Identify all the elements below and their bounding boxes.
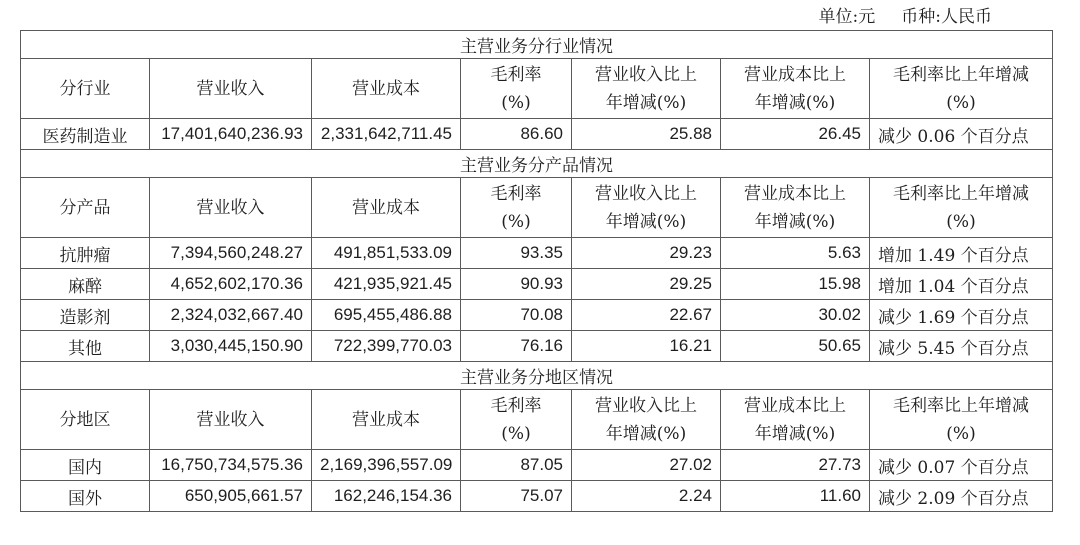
margin-cell: 87.05 [461,450,572,481]
header-category: 分行业 [21,59,150,119]
header-revenue-change: 营业收入比上 年增减(%) [572,178,721,238]
main-business-table [20,30,1053,512]
header-row-region [21,390,1053,450]
revenue-cell: 16,750,734,575.36 [150,450,312,481]
header-cost: 营业成本 [312,178,461,238]
margin-change-cell: 减少 0.06 个百分点 [870,119,1053,150]
table-row [21,450,1053,481]
header-cost: 营业成本 [312,390,461,450]
section-title-industry: 主营业务分行业情况 [21,31,1053,59]
cost-change-cell: 30.02 [721,300,870,331]
revenue-cell: 650,905,661.57 [150,481,312,512]
row-label: 医药制造业 [21,119,150,150]
row-label: 国内 [21,450,150,481]
row-label: 国外 [21,481,150,512]
cost-change-cell: 11.60 [721,481,870,512]
unit-line [815,2,992,27]
revenue-change-cell: 27.02 [572,450,721,481]
currency-label: 币种:人民币 [901,7,992,27]
header-cost-change: 营业成本比上 年增减(%) [721,390,870,450]
row-label: 麻醉 [21,269,150,300]
margin-change-cell: 减少 2.09 个百分点 [870,481,1053,512]
cost-cell: 162,246,154.36 [312,481,461,512]
margin-change-cell: 增加 1.49 个百分点 [870,238,1053,269]
revenue-cell: 2,324,032,667.40 [150,300,312,331]
margin-cell: 90.93 [461,269,572,300]
header-margin-change: 毛利率比上年增减 (%) [870,390,1053,450]
section-title-region: 主营业务分地区情况 [21,362,1053,390]
header-row-product [21,178,1053,238]
unit-label: 单位:元 [818,7,876,27]
margin-cell: 70.08 [461,300,572,331]
margin-change-cell: 减少 5.45 个百分点 [870,331,1053,362]
table-row [21,331,1053,362]
revenue-change-cell: 25.88 [572,119,721,150]
row-label: 其他 [21,331,150,362]
row-label: 造影剂 [21,300,150,331]
revenue-change-cell: 2.24 [572,481,721,512]
margin-cell: 93.35 [461,238,572,269]
margin-change-cell: 减少 0.07 个百分点 [870,450,1053,481]
revenue-cell: 4,652,602,170.36 [150,269,312,300]
table-row [21,238,1053,269]
revenue-change-cell: 29.23 [572,238,721,269]
margin-cell: 76.16 [461,331,572,362]
margin-cell: 86.60 [461,119,572,150]
header-cost-change: 营业成本比上 年增减(%) [721,59,870,119]
cost-change-cell: 15.98 [721,269,870,300]
cost-cell: 695,455,486.88 [312,300,461,331]
margin-change-cell: 减少 1.69 个百分点 [870,300,1053,331]
cost-cell: 421,935,921.45 [312,269,461,300]
header-gross-margin: 毛利率 (%) [461,390,572,450]
table-row [21,481,1053,512]
header-gross-margin: 毛利率 (%) [461,59,572,119]
revenue-cell: 3,030,445,150.90 [150,331,312,362]
cost-cell: 722,399,770.03 [312,331,461,362]
cost-change-cell: 50.65 [721,331,870,362]
header-revenue: 营业收入 [150,59,312,119]
cost-change-cell: 26.45 [721,119,870,150]
header-category: 分地区 [21,390,150,450]
revenue-cell: 7,394,560,248.27 [150,238,312,269]
header-margin-change: 毛利率比上年增减 (%) [870,178,1053,238]
cost-cell: 2,331,642,711.45 [312,119,461,150]
section-title-product: 主营业务分产品情况 [21,150,1053,178]
table-row [21,300,1053,331]
header-category: 分产品 [21,178,150,238]
header-revenue: 营业收入 [150,390,312,450]
table-row [21,269,1053,300]
header-gross-margin: 毛利率 (%) [461,178,572,238]
margin-change-cell: 增加 1.04 个百分点 [870,269,1053,300]
row-label: 抗肿瘤 [21,238,150,269]
header-revenue-change: 营业收入比上 年增减(%) [572,390,721,450]
margin-cell: 75.07 [461,481,572,512]
section-row-product [21,150,1053,178]
revenue-change-cell: 16.21 [572,331,721,362]
header-revenue: 营业收入 [150,178,312,238]
cost-cell: 2,169,396,557.09 [312,450,461,481]
section-row-region [21,362,1053,390]
header-revenue-change: 营业收入比上 年增减(%) [572,59,721,119]
revenue-cell: 17,401,640,236.93 [150,119,312,150]
revenue-change-cell: 22.67 [572,300,721,331]
table-row [21,119,1053,150]
header-margin-change: 毛利率比上年增减 (%) [870,59,1053,119]
cost-change-cell: 27.73 [721,450,870,481]
header-cost-change: 营业成本比上 年增减(%) [721,178,870,238]
cost-change-cell: 5.63 [721,238,870,269]
header-cost: 营业成本 [312,59,461,119]
header-row-industry [21,59,1053,119]
cost-cell: 491,851,533.09 [312,238,461,269]
section-row-industry [21,31,1053,59]
revenue-change-cell: 29.25 [572,269,721,300]
